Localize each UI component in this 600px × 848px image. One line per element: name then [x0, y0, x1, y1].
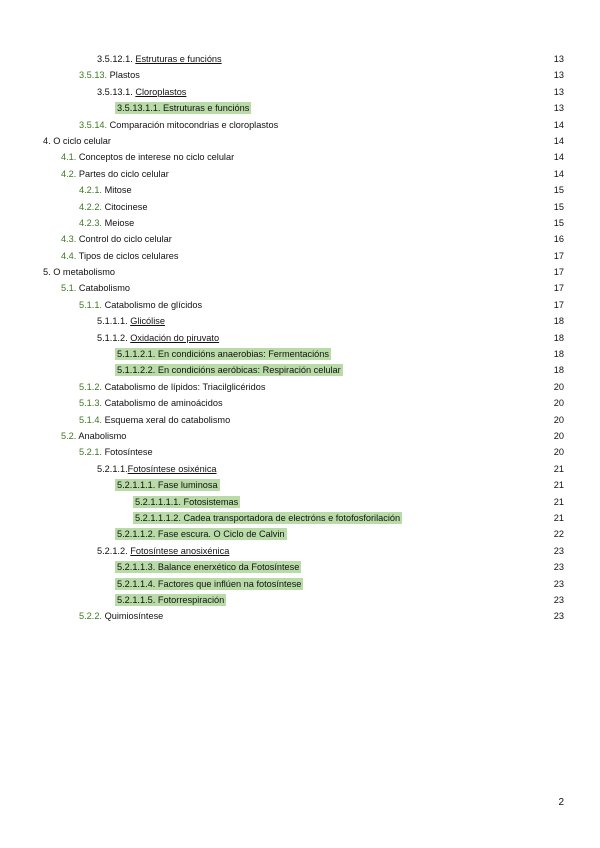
toc-entry-title: Fase escura. O Ciclo de Calvin: [157, 529, 285, 540]
toc-entry[interactable]: [0, 526, 600, 542]
toc-entry-page: 23: [553, 611, 564, 622]
toc-entry-page: 21: [553, 496, 564, 507]
toc-entry[interactable]: [0, 412, 600, 428]
toc-entry-title: Cloroplastos: [135, 86, 187, 97]
toc-entry[interactable]: [0, 494, 600, 510]
toc-entry-number: 4.2.3.: [79, 217, 102, 228]
toc-entry-text: [97, 84, 186, 100]
toc-entry-page: 15: [553, 217, 564, 228]
toc-entry[interactable]: [0, 231, 600, 247]
toc-entry-title: O metabolismo: [53, 267, 116, 278]
toc-entry-title: Quimiosíntese: [104, 611, 164, 622]
toc-entry-number: 3.5.13.1.1.: [117, 103, 161, 114]
toc-entry-page: 20: [553, 447, 564, 458]
toc-entry-text: [115, 559, 301, 575]
toc-entry-number: 5.2.1.1.1.1.: [135, 496, 181, 507]
toc-entry-page: 14: [553, 119, 564, 130]
toc-entry-text: [79, 199, 147, 215]
toc-entry-number: 5.2.2.: [79, 611, 102, 622]
toc-entry-title: Balance enerxético da Fotosíntese: [157, 562, 300, 573]
toc-entry-text: [97, 461, 217, 477]
toc-entry-page: 15: [553, 201, 564, 212]
toc-entry-page: 20: [553, 430, 564, 441]
toc-entry-number: 5.1.3.: [79, 398, 102, 409]
toc-entry-number: 5.1.1.2.2.: [117, 365, 156, 376]
toc-entry[interactable]: [0, 248, 600, 264]
toc-entry-page: 18: [553, 365, 564, 376]
toc-entry-page: 13: [553, 54, 564, 64]
toc-entry-number: 3.5.12.1.: [97, 54, 133, 64]
toc-entry-number: 5.2.1.1.2.: [117, 529, 156, 540]
toc-entry-title: Catabolismo de glícidos: [104, 299, 203, 310]
toc-entry[interactable]: [0, 444, 600, 460]
toc-entry-title: Citocinese: [104, 201, 148, 212]
toc-entry-page: 22: [553, 529, 564, 540]
toc-entry-page: 18: [553, 332, 564, 343]
toc-entry[interactable]: [0, 346, 600, 362]
toc-entry-title: Fase luminosa: [157, 480, 218, 491]
toc-entry-number: 3.5.13.1.: [97, 86, 133, 97]
page-number: 2: [558, 797, 564, 808]
toc-entry-title: Glicólise: [130, 316, 165, 327]
toc-entry[interactable]: [0, 297, 600, 313]
toc-entry-title: Oxidación do piruvato: [130, 332, 220, 343]
toc-entry-text: [115, 362, 343, 378]
toc-entry-title: Fotorrespiración: [157, 594, 225, 605]
toc-entry-number: 5.2.1.1.1.: [117, 480, 156, 491]
toc-entry-page: 13: [553, 103, 564, 114]
toc-entry[interactable]: [0, 133, 600, 149]
toc-entry-page: 17: [553, 250, 564, 261]
toc-entry-number: 5.1.: [61, 283, 77, 294]
toc-entry[interactable]: [0, 117, 600, 133]
toc-entry-page: 20: [553, 381, 564, 392]
toc-entry[interactable]: [0, 182, 600, 198]
toc-entry[interactable]: [0, 330, 600, 346]
toc-entry[interactable]: [0, 280, 600, 296]
toc-entry[interactable]: [0, 395, 600, 411]
toc-entry-text: [43, 133, 111, 149]
toc-entry-title: Tipos de ciclos celulares: [78, 250, 179, 261]
toc-entry[interactable]: [0, 608, 600, 624]
toc-entry-number: 4.2.2.: [79, 201, 102, 212]
toc-entry-text: [61, 248, 178, 264]
toc-entry[interactable]: [0, 576, 600, 592]
toc-entry-number: 5.2.1.1.3.: [117, 562, 156, 573]
toc-entry-text: [97, 330, 219, 346]
toc-entry-text: [61, 280, 130, 296]
toc-entry-page: 17: [553, 283, 564, 294]
toc-entry-number: 5.2.1.1.: [97, 463, 128, 474]
toc-entry-number: 5.1.1.: [79, 299, 102, 310]
toc-entry-page: 21: [553, 512, 564, 523]
toc-entry-title: Estruturas e funcións: [162, 103, 250, 114]
toc-entry-page: 13: [553, 70, 564, 81]
toc-entry-text: [79, 395, 223, 411]
toc-entry-text: [79, 412, 230, 428]
toc-entry-page: 20: [553, 414, 564, 425]
toc-entry-text: [97, 313, 165, 329]
toc-entry-number: 3.5.13.: [79, 70, 108, 81]
toc-entry-page: 20: [553, 398, 564, 409]
toc-entry[interactable]: [0, 149, 600, 165]
toc-entry-number: 5.1.1.2.: [97, 332, 128, 343]
toc-entry-page: 17: [553, 299, 564, 310]
toc-entry-page: 17: [553, 267, 564, 278]
toc-entry-number: 5.1.1.2.1.: [117, 349, 156, 360]
toc-entry-title: Anabolismo: [78, 430, 127, 441]
toc-entry-title: Factores que inflúen na fotosíntese: [157, 578, 302, 589]
toc-entry-title: Fotosíntese osixénica: [127, 463, 217, 474]
toc-entry-page: 16: [553, 234, 564, 245]
toc-entry-page: 18: [553, 316, 564, 327]
toc-entry-page: 23: [553, 578, 564, 589]
toc-entry-number: 4.3.: [61, 234, 77, 245]
toc-entry-text: [61, 166, 169, 182]
toc-entry-text: [133, 494, 240, 510]
toc-entry-number: 5.1.2.: [79, 381, 102, 392]
toc-entry-page: 23: [553, 562, 564, 573]
toc-entry-page: 13: [553, 86, 564, 97]
toc-entry-title: O ciclo celular: [53, 135, 111, 146]
toc-entry-text: [97, 51, 222, 67]
toc-entry-text: [115, 592, 226, 608]
toc-entry-page: 14: [553, 168, 564, 179]
toc-entry-title: Catabolismo: [78, 283, 130, 294]
toc-entry-text: [133, 510, 402, 526]
toc-entry[interactable]: [0, 199, 600, 215]
toc-entry-text: [79, 608, 163, 624]
toc-entry-number: 5.2.1.2.: [97, 545, 128, 556]
toc-entry-text: [115, 100, 251, 116]
toc-entry-text: [115, 346, 331, 362]
toc-entry-title: Catabolismo de aminoácidos: [104, 398, 223, 409]
toc-entry[interactable]: [0, 510, 600, 526]
table-of-contents: [0, 51, 600, 625]
toc-entry-text: [79, 117, 278, 133]
toc-entry[interactable]: [0, 379, 600, 395]
toc-entry-page: 15: [553, 185, 564, 196]
toc-entry-text: [79, 444, 153, 460]
toc-entry-number: 4.2.: [61, 168, 77, 179]
toc-entry-title: Plastos: [109, 70, 140, 81]
toc-entry-text: [61, 231, 172, 247]
toc-entry-page: 21: [553, 463, 564, 474]
toc-entry-title: Fotosíntese: [104, 447, 153, 458]
toc-entry[interactable]: [0, 362, 600, 378]
toc-entry-title: En condicións anaerobias: Fermentacións: [157, 349, 329, 360]
toc-entry[interactable]: [0, 67, 600, 83]
toc-entry[interactable]: [0, 100, 600, 116]
toc-entry[interactable]: [0, 461, 600, 477]
toc-entry-number: 5.: [43, 267, 51, 278]
toc-entry[interactable]: [0, 543, 600, 559]
toc-entry-text: [115, 526, 287, 542]
toc-entry-title: Cadea transportadora de electróns e fotofosforilación: [183, 512, 401, 523]
toc-entry[interactable]: [0, 313, 600, 329]
toc-entry-text: [79, 182, 132, 198]
toc-entry[interactable]: [0, 559, 600, 575]
toc-entry-text: [61, 149, 234, 165]
toc-entry[interactable]: [0, 264, 600, 280]
toc-entry-number: 4.: [43, 135, 51, 146]
toc-entry-title: Catabolismo de lípidos: Triacilglicéridos: [104, 381, 266, 392]
toc-entry-number: 5.2.1.1.5.: [117, 594, 156, 605]
toc-entry-title: Partes do ciclo celular: [78, 168, 169, 179]
toc-entry-number: 4.1.: [61, 152, 77, 163]
toc-entry-number: 5.1.4.: [79, 414, 102, 425]
toc-entry-number: 4.2.1.: [79, 185, 102, 196]
toc-entry-page: 14: [553, 152, 564, 163]
toc-entry-title: Mitose: [104, 185, 132, 196]
toc-entry-title: Meiose: [104, 217, 135, 228]
toc-entry-text: [79, 67, 140, 83]
toc-entry[interactable]: [0, 215, 600, 231]
toc-entry-text: [61, 428, 126, 444]
toc-entry-text: [79, 297, 202, 313]
toc-entry-number: 5.1.1.1.: [97, 316, 128, 327]
toc-entry-title: En condicións aeróbicas: Respiración celular: [157, 365, 341, 376]
toc-entry-title: Esquema xeral do catabolismo: [104, 414, 231, 425]
toc-entry-page: 23: [553, 594, 564, 605]
toc-entry-number: 3.5.14.: [79, 119, 108, 130]
toc-entry-number: 5.2.: [61, 430, 77, 441]
toc-entry[interactable]: [0, 477, 600, 493]
toc-entry-page: 21: [553, 480, 564, 491]
toc-entry-page: 23: [553, 545, 564, 556]
toc-entry-number: 4.4.: [61, 250, 77, 261]
toc-entry-text: [97, 543, 229, 559]
toc-entry-title: Control do ciclo celular: [78, 234, 172, 245]
toc-entry-text: [115, 477, 220, 493]
toc-entry-title: Fotosistemas: [183, 496, 239, 507]
toc-entry-title: Fotosíntese anosixénica: [130, 545, 230, 556]
toc-entry-number: 5.2.1.1.4.: [117, 578, 156, 589]
toc-entry[interactable]: [0, 166, 600, 182]
toc-entry-page: 14: [553, 135, 564, 146]
toc-entry-text: [115, 576, 303, 592]
toc-entry-text: [79, 379, 265, 395]
toc-entry[interactable]: [0, 84, 600, 100]
toc-entry-number: 5.2.1.: [79, 447, 102, 458]
toc-entry[interactable]: [0, 592, 600, 608]
toc-entry-page: 18: [553, 349, 564, 360]
toc-entry-text: [43, 264, 115, 280]
toc-entry-title: Comparación mitocondrias e cloroplastos: [109, 119, 279, 130]
toc-entry-number: 5.2.1.1.1.2.: [135, 512, 181, 523]
toc-entry-text: [79, 215, 134, 231]
toc-entry[interactable]: [0, 428, 600, 444]
toc-entry-title: Estruturas e funcións: [135, 54, 222, 64]
toc-entry-title: Conceptos de interese no ciclo celular: [78, 152, 235, 163]
toc-entry[interactable]: [0, 51, 600, 67]
